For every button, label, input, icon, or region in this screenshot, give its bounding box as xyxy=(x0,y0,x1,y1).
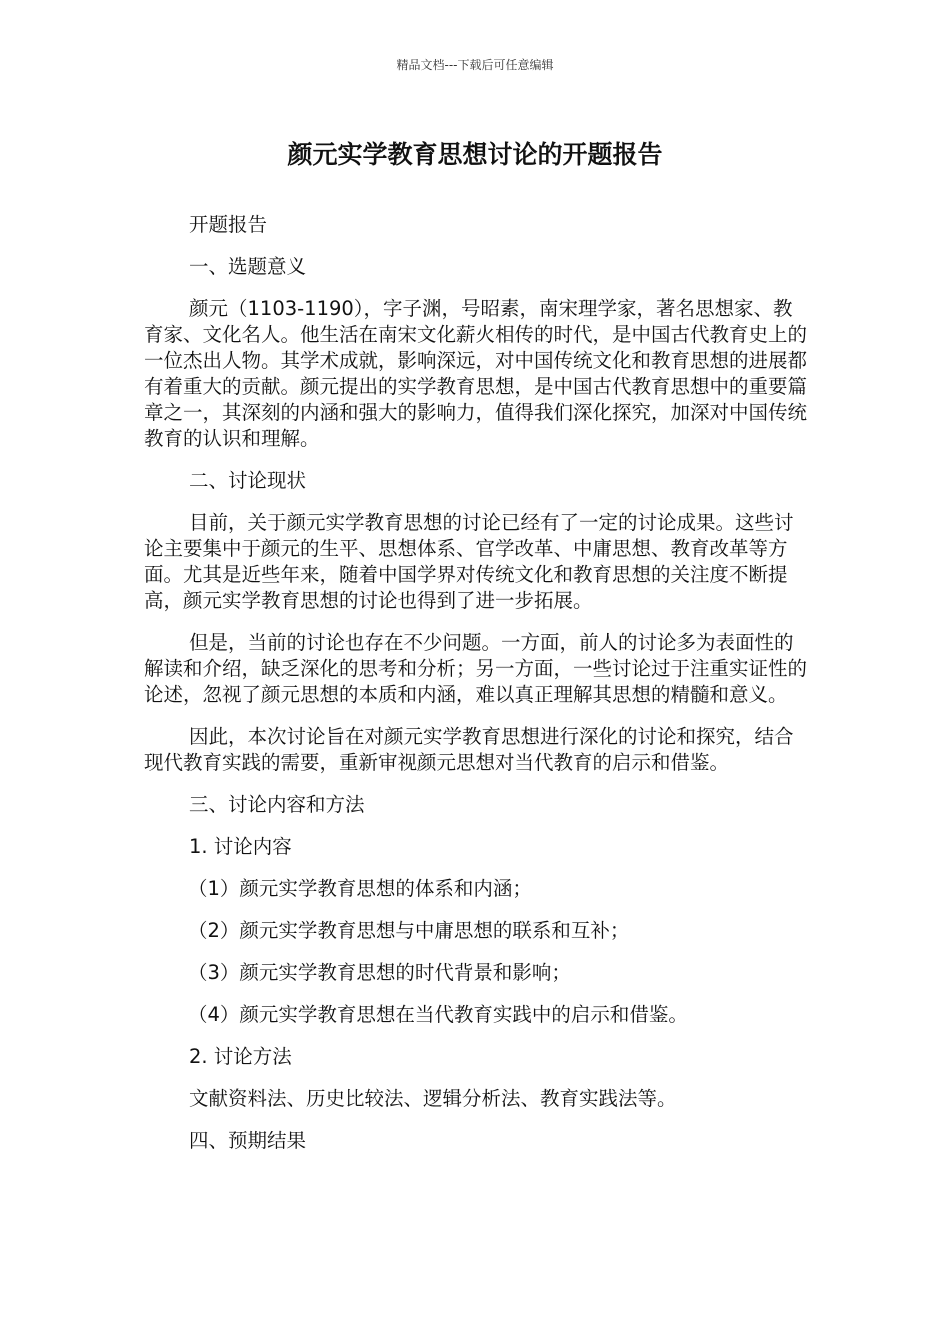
list-item-content-2: （2）颜元实学教育思想与中庸思想的联系和互补； xyxy=(188,919,630,942)
section-heading-content-method: 三、讨论内容和方法 xyxy=(189,793,365,816)
list-item-content-4: （4）颜元实学教育思想在当代教育实践中的启示和借鉴。 xyxy=(188,1003,688,1026)
list-item-content-3: （3）颜元实学教育思想的时代背景和影响； xyxy=(188,961,571,984)
paragraph-status-2: 但是，当前的讨论也存在不少问题。一方面，前人的讨论多为表面性的解读和介绍，缺乏深化的思考和分析；另一方面，一些讨论过于注重实证性的论述，忽视了颜元思想的本质和内涵，难以真正理解其思想的精髓和意义。 xyxy=(144,631,808,706)
document-body xyxy=(144,212,812,1154)
subheading-content: 1. 讨论内容 xyxy=(189,835,292,858)
paragraph-significance: 颜元（1103-1190），字子渊，号昭素，南宋理学家，著名思想家、教育家、文化名人。他生活在南宋文化薪火相传的时代，是中国古代教育史上的一位杰出人物。其学术成就，影响深远，对中国传统文化和教育思想的进展都有着重大的贡献。颜元提出的实学教育思想，是中国古代教育思想中的重要篇章之一，其深刻的内涵和强大的影响力，值得我们深化探究，加深对中国传统教育的认识和理解。 xyxy=(144,297,808,450)
paragraph-status-3: 因此，本次讨论旨在对颜元实学教育思想进行深化的讨论和探究，结合现代教育实践的需要，重新审视颜元思想对当代教育的启示和借鉴。 xyxy=(144,725,794,774)
section-heading-expected-results: 四、预期结果 xyxy=(189,1129,307,1152)
section-label-report: 开题报告 xyxy=(189,213,268,236)
document-title: 颜元实学教育思想讨论的开题报告 xyxy=(287,140,663,169)
paragraph-status-1: 目前，关于颜元实学教育思想的讨论已经有了一定的讨论成果。这些讨论主要集中于颜元的生平、思想体系、官学改革、中庸思想、教育改革等方面。尤其是近些年来，随着中国学界对传统文化和教育思想的关注度不断提高，颜元实学教育思想的讨论也得到了进一步拓展。 xyxy=(144,511,794,612)
section-heading-significance: 一、选题意义 xyxy=(189,255,307,278)
subheading-method: 2. 讨论方法 xyxy=(189,1045,292,1068)
paragraph-method: 文献资料法、历史比较法、逻辑分析法、教育实践法等。 xyxy=(189,1087,677,1110)
section-heading-status: 二、讨论现状 xyxy=(189,469,307,492)
page-header: 精品文档---下载后可任意编辑 xyxy=(396,58,554,72)
list-item-content-1: （1）颜元实学教育思想的体系和内涵； xyxy=(188,877,532,900)
